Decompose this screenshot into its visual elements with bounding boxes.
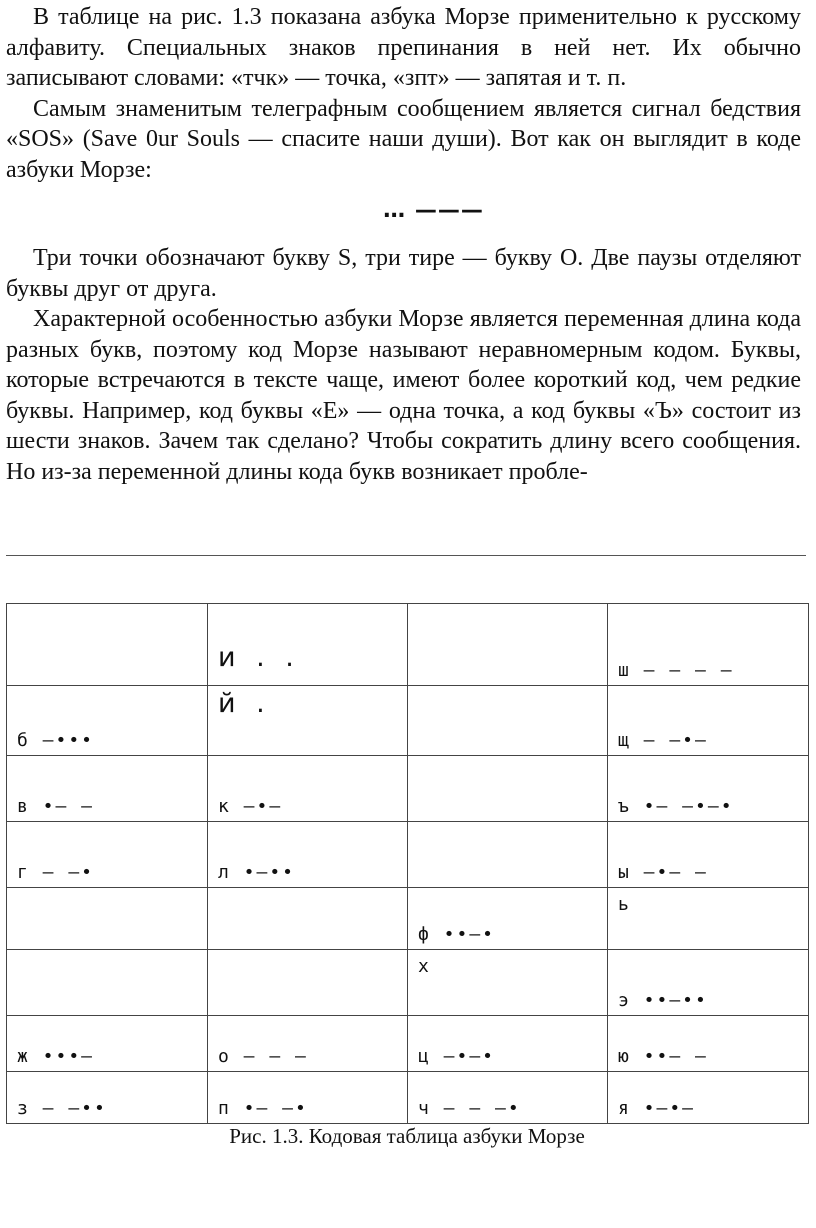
table-cell: г — —• [7,822,208,888]
paragraph-intro: В таблице на рис. 1.3 показана азбука Морзе применительно к русскому алфавиту. Специальных знаков препинания в ней нет. Их обычно записывают словами: «тчк» — точка, «зпт» — запятая и т. п. [6,4,801,91]
table-cell [7,888,208,950]
table-row [7,604,809,686]
table-cell: ф ••—• [408,888,608,950]
paragraph-sos-explanation: Три точки обозначают букву S, три тире — букву О. Две паузы отделяют буквы друг от друга. [6,245,801,302]
table-row [7,756,809,822]
table-cell [208,950,408,1016]
table-cell: э ••—•• [608,950,809,1016]
figure-caption: Рис. 1.3. Кодовая таблица азбуки Морзе [229,1124,585,1148]
table-cell [408,756,608,822]
table-cell: щ — —•— [608,686,809,756]
table-cell: ь [608,888,809,950]
table-cell: ю ••— — [608,1016,809,1072]
sos-morse-code: … ——— [383,198,484,223]
table-row [7,686,809,756]
table-cell [408,822,608,888]
table-cell: ж •••— [7,1016,208,1072]
table-cell [208,888,408,950]
table-cell: з — —•• [7,1072,208,1124]
paragraph-sos: Самым знаменитым телеграфным сообщением является сигнал бедствия «SOS» (Save 0ur Souls — спасите наши души). Вот как он выглядит в коде азбуки Морзе: [6,95,801,183]
body-text [6,2,801,487]
table-cell: л •—•• [208,822,408,888]
table-row [7,1072,809,1124]
table-cell: х [408,950,608,1016]
table-cell: ц —•—• [408,1016,608,1072]
table-cell [7,604,208,686]
table-cell: в •— — [7,756,208,822]
table-cell: й . [208,686,408,756]
table-cell: б —••• [7,686,208,756]
table-row [7,950,809,1016]
table-row [7,1016,809,1072]
table-cell: к —•— [208,756,408,822]
table-cell [408,604,608,686]
footnote-divider [6,555,806,556]
table-cell: о — — — [208,1016,408,1072]
paragraph-variable-length: Характерной особенностью азбуки Морзе является переменная длина кода разных букв, поэтому код Морзе называют неравномерным кодом. Буквы, которые встречаются в тексте чаще, имеют более короткий код, чем редкие буквы. Например, код буквы «Е» — одна точка, а код буквы «Ъ» состоит из шести знаков. Зачем так сделано? Чтобы сократить длину всего сообщения. Но из-за переменной длины кода букв возникает пробле- [6,306,801,485]
morse-code-table [6,603,809,1124]
table-cell: и . . [208,604,408,686]
table-row [7,888,809,950]
table-cell [7,950,208,1016]
table-cell: ы —•— — [608,822,809,888]
table-row [7,822,809,888]
table-cell: п •— —• [208,1072,408,1124]
table-cell: ч — — —• [408,1072,608,1124]
table-cell [408,686,608,756]
table-cell: ъ •— —•—• [608,756,809,822]
table-cell: я •—•— [608,1072,809,1124]
table-cell: ш — — — — [608,604,809,686]
